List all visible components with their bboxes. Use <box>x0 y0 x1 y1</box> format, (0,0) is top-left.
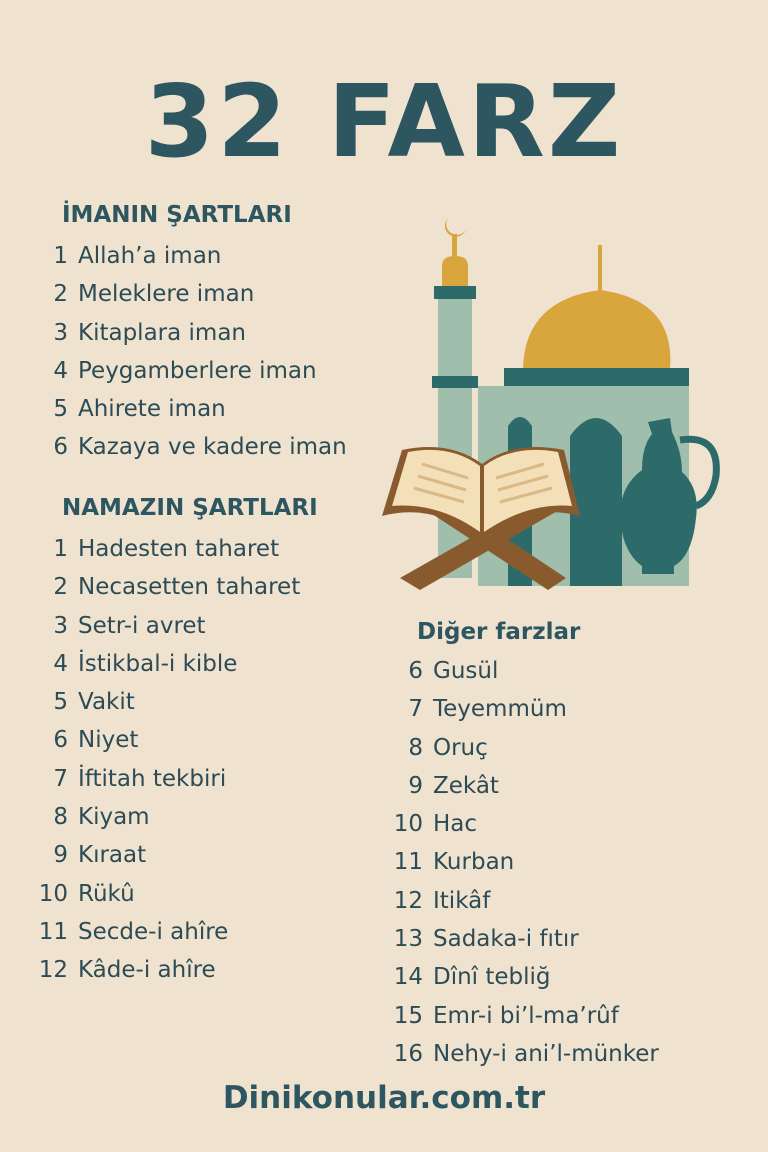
item-number: 8 <box>408 734 423 761</box>
item-number: 5 <box>53 689 68 716</box>
item-number: 10 <box>393 811 423 838</box>
item-number: 8 <box>53 804 68 831</box>
item-label: Hadesten taharet <box>78 536 280 562</box>
item-label: Niyet <box>78 727 139 754</box>
list-item <box>38 568 378 606</box>
list-item <box>38 951 378 989</box>
list-item <box>38 836 378 874</box>
iman-list <box>38 237 378 467</box>
item-label: Secde-i ahîre <box>78 918 229 945</box>
item-label: Vakit <box>78 689 135 716</box>
list-item <box>38 645 378 683</box>
item-label: Gusül <box>433 658 499 684</box>
item-number: 15 <box>393 1002 423 1029</box>
list-item <box>38 875 378 913</box>
list-item <box>393 652 733 690</box>
item-number: 2 <box>53 574 68 601</box>
item-label: Meleklere iman <box>78 281 255 308</box>
item-number: 11 <box>38 918 68 945</box>
item-label: Dînî tebliğ <box>433 964 551 991</box>
item-number: 7 <box>408 696 423 723</box>
item-label: Zekât <box>433 772 499 799</box>
item-label: Ahirete iman <box>78 396 226 423</box>
item-label: Teyemmüm <box>433 696 567 723</box>
list-item <box>38 428 378 466</box>
item-number: 6 <box>53 727 68 754</box>
item-label: Kâde-i ahîre <box>78 957 216 984</box>
item-label: İftitah tekbiri <box>78 765 227 792</box>
item-label: Allah’a iman <box>78 243 222 269</box>
list-item <box>38 530 378 568</box>
item-number: 6 <box>408 658 423 684</box>
item-number: 10 <box>38 880 68 907</box>
item-label: Oruç <box>433 734 488 761</box>
list-item <box>393 958 733 996</box>
list-item <box>38 237 378 275</box>
item-label: Kıraat <box>78 842 147 869</box>
item-number: 7 <box>53 765 68 792</box>
dome-icon <box>523 290 670 368</box>
diger-heading: Diğer farzlar <box>417 619 581 645</box>
item-label: Itikâf <box>433 887 491 914</box>
item-label: Sadaka-i fıtır <box>433 926 579 953</box>
list-item <box>38 607 378 645</box>
item-number: 1 <box>53 536 68 562</box>
list-item <box>38 683 378 721</box>
item-number: 5 <box>53 396 68 423</box>
list-item <box>38 913 378 951</box>
item-label: Nehy-i ani’l-münker <box>433 1040 659 1067</box>
item-label: Kurban <box>433 849 515 876</box>
list-item <box>393 805 733 843</box>
item-number: 11 <box>393 849 423 876</box>
item-number: 6 <box>53 434 68 461</box>
list-item <box>393 997 733 1035</box>
item-label: İstikbal-i kible <box>78 650 238 677</box>
list-item <box>38 721 378 759</box>
list-item <box>393 843 733 881</box>
item-number: 12 <box>38 957 68 984</box>
website-footer: Dinikonular.com.tr <box>222 1080 546 1116</box>
crescent-icon <box>445 218 466 237</box>
list-item <box>38 352 378 390</box>
item-number: 4 <box>53 357 68 384</box>
item-number: 14 <box>393 964 423 991</box>
list-item <box>38 275 378 313</box>
item-number: 9 <box>408 772 423 799</box>
item-number: 13 <box>393 926 423 953</box>
list-item <box>393 690 733 728</box>
item-number: 12 <box>393 887 423 914</box>
list-item <box>38 314 378 352</box>
item-number: 9 <box>53 842 68 869</box>
mosque-illustration <box>380 200 730 590</box>
list-item <box>38 798 378 836</box>
list-item <box>393 767 733 805</box>
poster-title: 32 FARZ <box>144 63 624 180</box>
item-label: Necasetten taharet <box>78 574 301 601</box>
item-label: Emr-i bi’l-ma’rûf <box>433 1002 619 1029</box>
list-item <box>38 390 378 428</box>
item-label: Setr-i avret <box>78 612 206 639</box>
namaz-heading: NAMAZIN ŞARTLARI <box>62 495 318 521</box>
item-label: Rükû <box>78 880 135 907</box>
item-label: Kazaya ve kadere iman <box>78 434 347 461</box>
item-number: 3 <box>53 612 68 639</box>
list-item <box>393 920 733 958</box>
item-number: 2 <box>53 281 68 308</box>
list-item <box>38 760 378 798</box>
item-label: Peygamberlere iman <box>78 357 317 384</box>
item-label: Hac <box>433 811 478 838</box>
list-item <box>393 729 733 767</box>
item-label: Kitaplara iman <box>78 319 246 346</box>
diger-list <box>393 652 733 1073</box>
namaz-list <box>38 530 378 990</box>
iman-heading: İMANIN ŞARTLARI <box>62 202 292 228</box>
item-number: 1 <box>53 243 68 269</box>
item-label: Kiyam <box>78 804 150 831</box>
item-number: 16 <box>393 1040 423 1067</box>
list-item <box>393 882 733 920</box>
list-item <box>393 1035 733 1073</box>
item-number: 4 <box>53 650 68 677</box>
item-number: 3 <box>53 319 68 346</box>
